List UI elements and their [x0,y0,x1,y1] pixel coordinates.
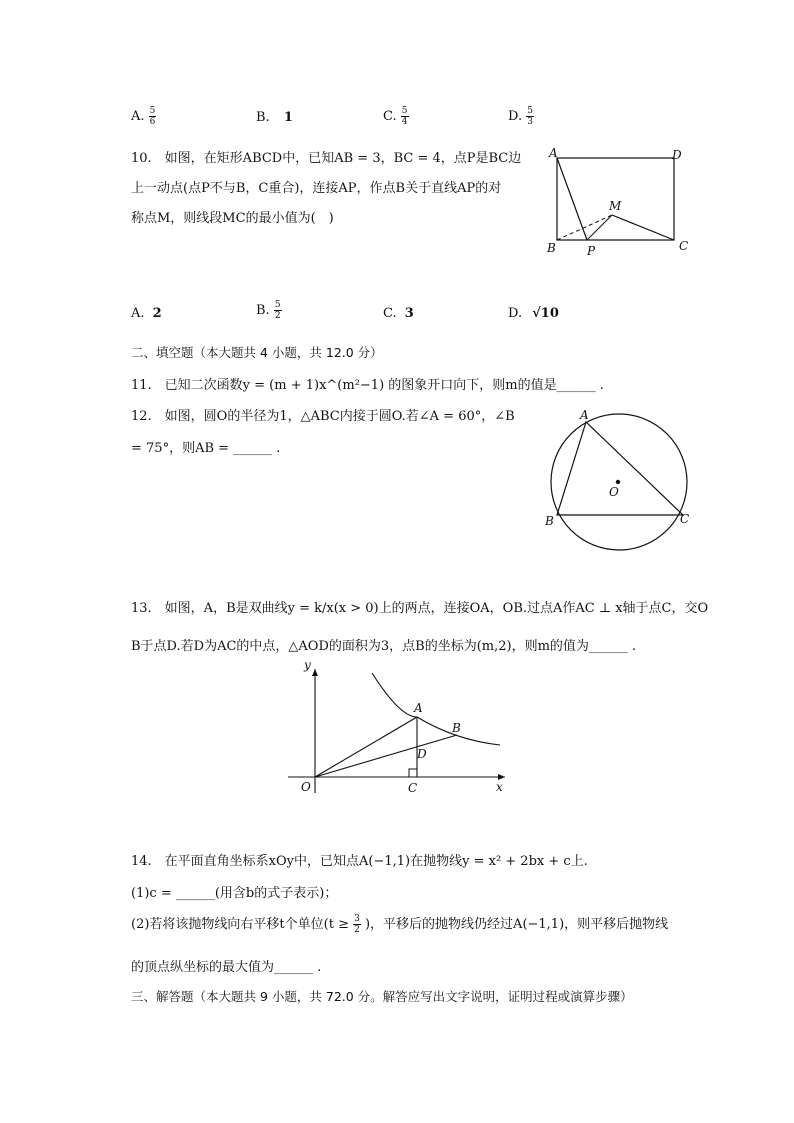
segment-oa [315,717,417,777]
label-b: B [547,241,556,255]
option-label: D. [508,306,523,321]
q10-rectangle-figure [540,140,700,265]
label-o: O [609,485,619,499]
q14-line-4: 的顶点纵坐标的最大值为______ . [131,960,322,975]
fraction [274,300,282,321]
label-c: C [408,781,418,795]
option-label: C. [383,109,397,124]
q12-line-2: = 75°，则AB = ______ . [131,441,281,456]
option-label: A. [131,306,145,321]
q10-line-1: 10. 如图，在矩形ABCD中，已知AB = 3，BC = 4，点P是BC边 [131,151,522,166]
label-m: M [609,199,622,213]
segment-ap [557,158,587,240]
label-b: B [545,514,554,528]
numerator: 5 [527,106,533,116]
q14-line-3-end: )，平移后的抛物线仍经过A(−1,1)，则平移后抛物线 [364,917,669,932]
q14-line-2: (1)c = ______(用含b的式子表示)； [131,886,338,901]
q14-line-1: 14. 在平面直角坐标系xOy中，已知点A(−1,1)在抛物线y = x² + 2bx + c上. [131,854,588,869]
q11-line: 11. 已知二次函数y = (m + 1)x^(m²−1) 的图象开口向下，则m的值是______ . [131,378,604,393]
q10-option-d [508,306,559,321]
right-angle-mark [409,769,417,777]
fraction [526,106,534,127]
denominator: 6 [149,117,156,127]
label-d: D [672,148,682,162]
fraction [149,106,157,127]
denominator: 3 [527,117,533,127]
segment-pm [587,215,612,240]
numerator: 3 [354,914,360,924]
q10-line-3: 称点M，则线段MC的最小值为( ) [131,211,334,226]
numerator: 5 [274,300,281,310]
center-point [616,480,620,484]
q13-line-2: B于点D.若D为AC的中点，△AOD的面积为3，点B的坐标为(m,2)，则m的值为______ . [131,639,637,654]
q10-option-c [383,306,414,321]
numerator: 5 [149,106,156,116]
q10-option-b [256,300,282,321]
denominator: 2 [274,311,281,321]
label-a: A [414,701,423,715]
option-label: B. [256,303,270,318]
label-y: y [304,658,311,672]
segment-bm-dashed [557,215,612,240]
label-c: C [679,239,689,253]
label-d: D [417,747,427,761]
q9-option-a [131,106,156,127]
label-p: P [587,244,596,258]
option-label: A. [131,109,145,124]
option-label: D. [508,109,523,124]
hyperbola-curve [372,673,500,745]
label-x: x [496,780,503,794]
label-c: C [680,512,690,526]
denominator: 4 [401,117,408,127]
triangle-abc [557,422,683,515]
label-a: A [580,408,589,422]
q13-line-1: 13. 如图，A，B是双曲线y = k/x(x > 0)上的两点，连接OA，OB.过点A作AC ⊥ x轴于点C，交O [131,601,709,616]
section-3-heading: 三、解答题（本大题共 9 小题，共 72.0 分。解答应写出文字说明，证明过程或演算步骤） [131,989,633,1004]
y-axis-arrow [312,669,318,676]
label-b: B [452,721,461,735]
fraction [353,914,361,935]
q10-option-a [131,306,162,321]
option-value: 3 [404,306,414,321]
q9-option-d [508,106,534,127]
fraction [401,106,409,127]
q13-hyperbola-figure [280,655,520,800]
denominator: 2 [354,925,360,935]
q12-line-1: 12. 如图，圆O的半径为1，△ABC内接于圆O.若∠A = 60°，∠B [131,409,515,424]
segment-mc [612,215,674,240]
section-2-heading: 二、填空题（本大题共 4 小题，共 12.0 分） [131,345,383,360]
option-label: C. [383,306,397,321]
option-value: √10 [532,306,559,321]
option-label: B. [256,110,270,125]
option-value: 1 [283,110,293,125]
segment-ob [315,735,457,777]
option-value: 2 [152,306,162,321]
q14-line-3 [131,913,668,935]
q10-line-2: 上一动点(点P不与B，C重合)，连接AP，作点B关于直线AP的对 [131,181,502,196]
label-o: O [301,780,311,794]
numerator: 5 [401,106,408,116]
q12-circle-figure [535,400,705,560]
q14-line-3-start: (2)若将该抛物线向右平移t个单位(t ≥ [131,917,349,932]
q9-option-b [256,110,293,125]
label-a: A [549,146,558,160]
q9-option-c [383,106,409,127]
